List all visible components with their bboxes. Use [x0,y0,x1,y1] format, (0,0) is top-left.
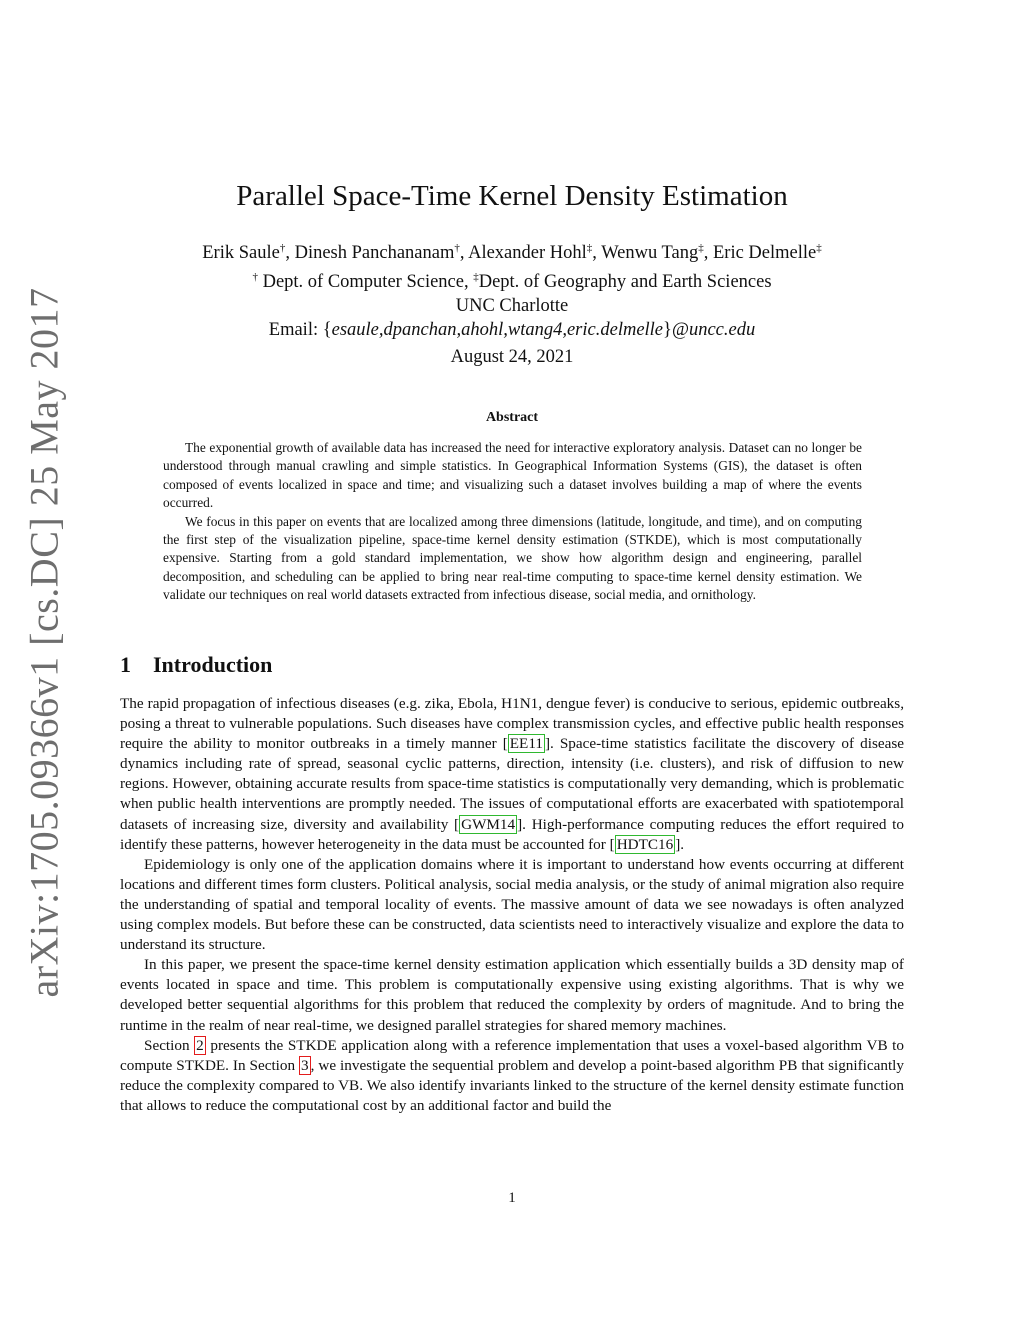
paper-title: Parallel Space-Time Kernel Density Estimation [236,180,788,212]
citation-link[interactable]: EE11 [509,735,543,753]
body-paragraph: Section 2 presents the STKDE application along with a reference implementation that uses a voxel-based algorithm VB to compute STKDE. In Section 3 , we investigate the sequential problem and develop a point-based algorithm PB that significantly reduce the complexity compared to VB. We also identify invariants linked to the structure of the kernel density estimate function that allows to reduce the computational cost by an additional factor and build the [120,1036,904,1114]
body-paragraph: The rapid propagation of infectious diseases (e.g. zika, Ebola, H1N1, dengue fever) is conducive to serious, epidemic outbreaks, posing a threat to vulnerable populations. Such diseases have complex transmission cycles, and effective public health responses require the ability to monitor outbreaks in a timely manner [ EE11 ]. Space-time statistics facilitate the discovery of disease dynamics including rate of spread, seasonal cyclic patterns, direction, intensity (i.e. clusters), and risk of diffusion to new regions. However, obtaining accurate results from space-time statistics is computationally very demanding, which is problematic when public health interventions are promptly needed. The issues of computational efforts are exacerbated with spatiotemporal datasets of increasing size, diversity and availability [ GWM14 ]. High-performance computing reduces the effort required to identify these patterns, however heterogeneity in the data must be accounted for [ HDTC16 ]. [120,695,904,853]
author-name: Erik Saule [202,243,280,264]
university-line: UNC Charlotte [455,296,569,317]
paper-date: August 24, 2021 [450,347,574,367]
abstract-paragraph: The exponential growth of available data has increased the need for interactive exploratory analysis. Dataset can no longer be understood through manual crawling and simple statistics. In Geographical Information Systems (GIS), the dataset is often composed of events localized in space and time; and visualizing such a dataset involves building a map of where the events occurred. [163,440,862,511]
section-number: 1 [120,652,131,677]
abstract-paragraph: We focus in this paper on events that are localized among three dimensions (latitude, longitude, and time), and on computing the first step of the visualization pipeline, space-time kernel density estimation (STKDE), which is most computationally expensive. Starting from a gold standard implementation, we show how algorithm design and engineering, parallel decomposition, and scheduling can be applied to bring near real-time computing to space-time kernel density estimation. We validate our techniques on real world datasets extracted from infectious disease, social media, and ornithology. [163,513,862,603]
abstract-heading: Abstract [485,410,539,425]
abstract-body [163,439,862,605]
affiliation-mark: ‡ [473,271,479,284]
affiliation-mark: † [279,242,286,254]
author-name: Alexander Hohl [468,243,587,264]
citation-link[interactable]: GWM14 [461,815,516,833]
affiliation-mark: † [252,271,258,284]
email-line: Email: {esaule,dpanchan,ahohl,wtang4,eric.delmelle}@uncc.edu [268,320,756,341]
body-paragraph: In this paper, we present the space-time kernel density estimation application which essentially builds a 3D density map of events located in space and time. This problem is computationally expensive using existing algorithms. That is why we developed better sequential algorithms for this problem that reduced the complexity by orders of magnitude. And to bring the runtime in the realm of near real-time, we designed parallel strategies for shared memory machines. [120,956,904,1034]
email-domain: @uncc.edu [671,320,756,341]
section-title: Introduction [153,652,273,677]
arxiv-identifier[interactable]: arXiv:1705.09366v1 [cs.DC] 25 May 2017 [21,286,67,998]
section-reference-link[interactable]: 3 [301,1056,309,1074]
affiliation-mark: ‡ [586,242,593,254]
author-block [0,236,1024,342]
arxiv-identifier-margin [21,286,67,998]
citation-link[interactable]: HDTC16 [616,835,674,853]
introduction-body [120,694,904,1116]
affiliation-line: † Dept. of Computer Science, ‡Dept. of Geography and Earth Sciences [252,271,772,293]
author-list: Erik Saule†, Dinesh Panchananam†, Alexander Hohl‡, Wenwu Tang‡, Eric Delmelle‡ [202,242,822,264]
affiliation-mark: ‡ [816,242,822,254]
affiliation-mark: ‡ [698,242,704,254]
page-number: 1 [508,1190,516,1206]
section-heading [120,652,272,678]
body-paragraph: Epidemiology is only one of the application domains where it is important to understand how events occurring at different locations and different times form clusters. Political analysis, social media analysis, or the study of animal migration also require the understanding of spatial and temporal locality of events. The massive amount of data we see nowadays is often analyzed using complex models. But before these can be constructed, data scientists need to interactively visualize and explore the data to understand its structure. [120,855,904,954]
author-name: Dinesh Panchananam [294,243,455,264]
email-users: esaule,dpanchan,ahohl,wtang4,eric.delmelle [331,320,664,341]
author-name: Wenwu Tang [601,243,699,264]
section-reference-link[interactable]: 2 [196,1036,204,1054]
affiliation-mark: † [454,242,460,254]
author-name: Eric Delmelle [713,243,817,264]
